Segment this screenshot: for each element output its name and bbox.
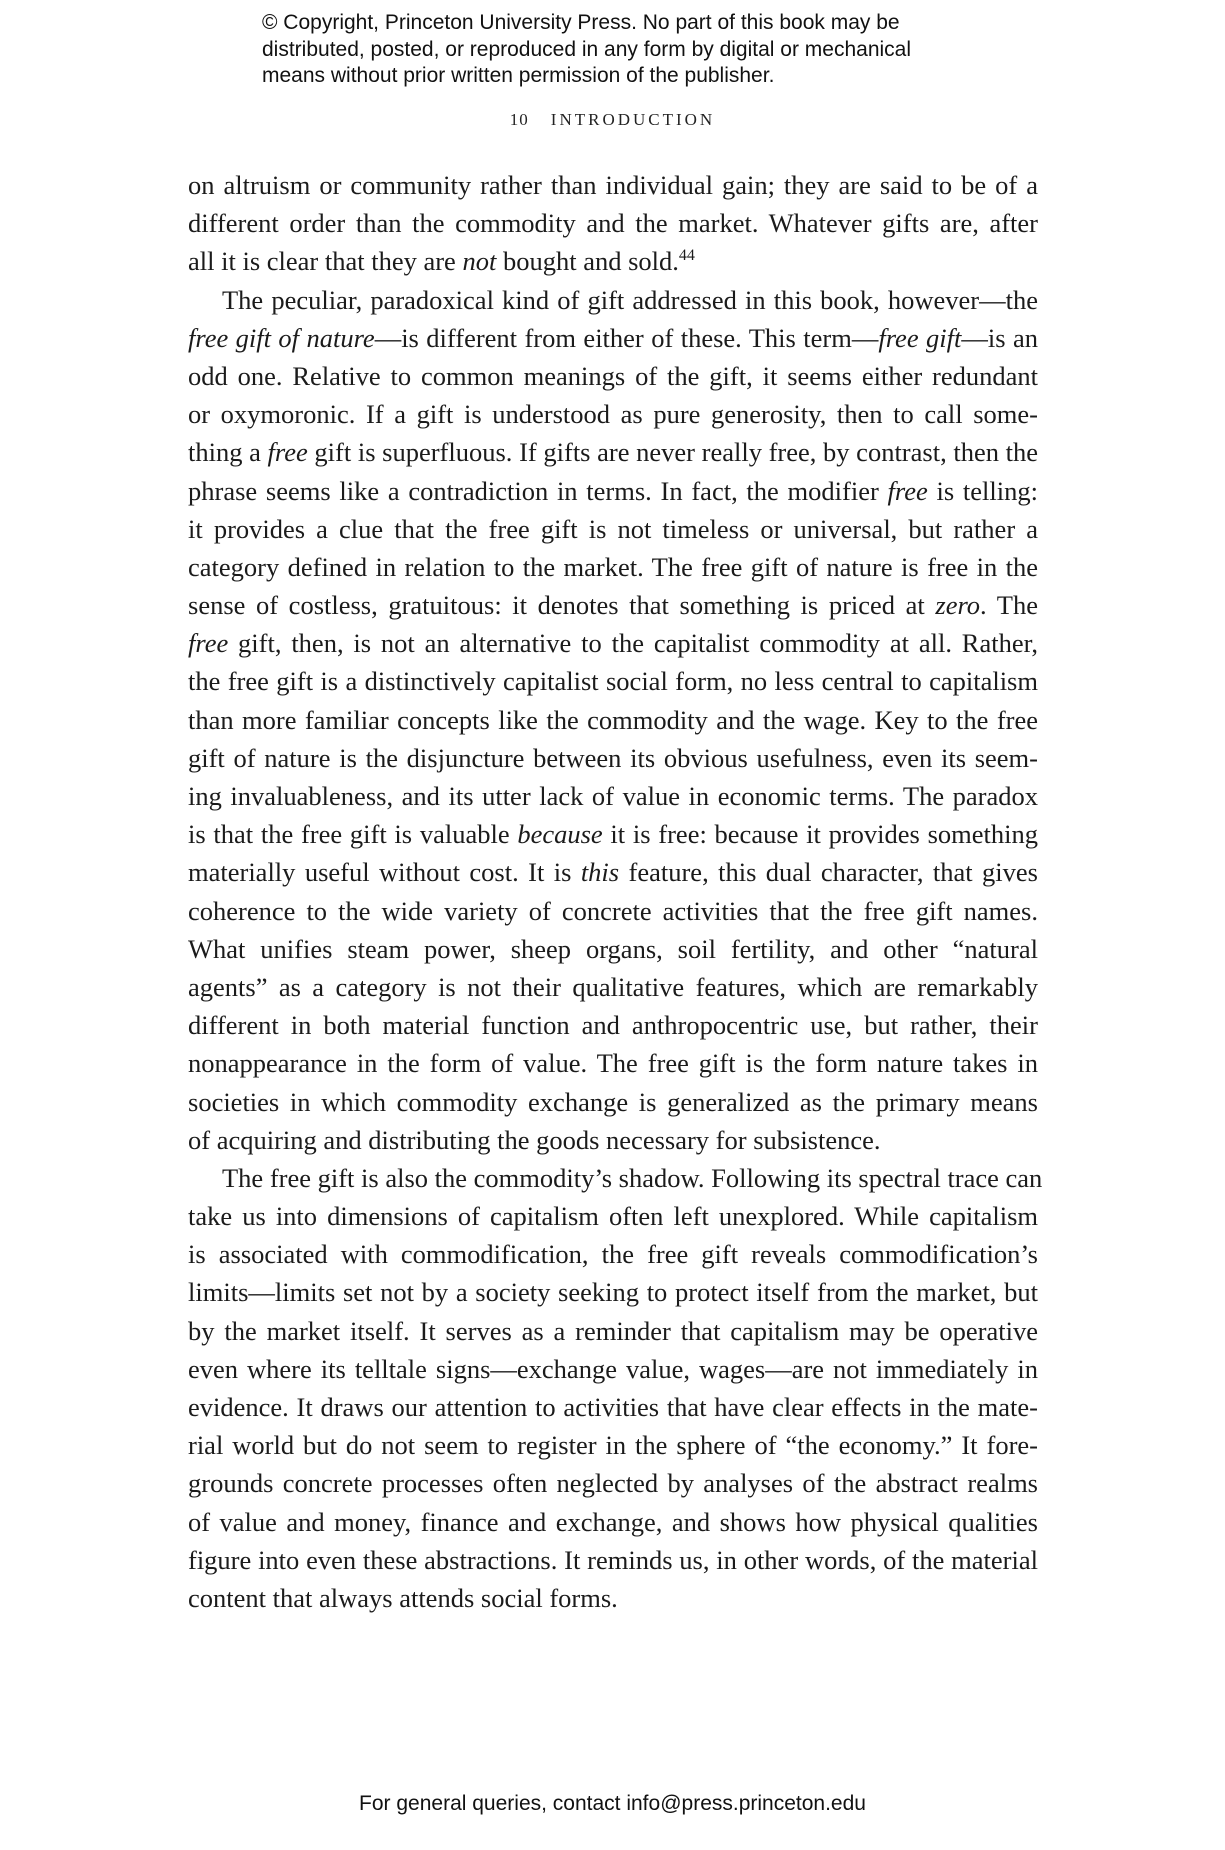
- text-run: nonappearance in the form of value. The free gift is the form nature takes in: [188, 1048, 1038, 1079]
- text-line: [188, 281, 1038, 319]
- text-run: agents” as a category is not their qualitative features, which are remarkably: [188, 971, 1038, 1002]
- text-run: —is different from either of these. This term—: [374, 322, 879, 353]
- text-line: [188, 1312, 1038, 1350]
- text-line: [188, 1579, 1038, 1617]
- italic-text: free gift: [878, 322, 962, 353]
- copyright-notice: [262, 10, 982, 90]
- text-line: [188, 1273, 1038, 1311]
- text-line: [188, 930, 1038, 968]
- text-run: even where its telltale signs—exchange value, wages—are not immediately in: [188, 1353, 1038, 1384]
- text-run: The free gift is also the commodity’s shadow. Following its spectral trace can: [222, 1162, 1043, 1193]
- text-line: [188, 433, 1038, 471]
- text-run: it is free: because it provides something: [602, 819, 1039, 850]
- text-run: The peculiar, paradoxical kind of gift addressed in this book, however—the: [222, 284, 1038, 315]
- chapter-title: INTRODUCTION: [550, 110, 716, 129]
- text-run: sense of costless, gratuitous: it denotes that something is priced at: [188, 590, 936, 621]
- text-line: [188, 968, 1038, 1006]
- text-line: [188, 892, 1038, 930]
- italic-text: zero: [935, 590, 981, 621]
- text-run: feature, this dual character, that gives: [619, 857, 1038, 888]
- text-run: category defined in relation to the market. The free gift of nature is free in the: [188, 551, 1038, 582]
- text-line: [188, 739, 1038, 777]
- copyright-line: distributed, posted, or reproduced in any form by digital or mechanical: [262, 37, 912, 61]
- text-line: [188, 357, 1038, 395]
- text-line: [188, 1503, 1038, 1541]
- text-run: gift, then, is not an alternative to the capitalist commodity at all. Rather,: [228, 628, 1038, 659]
- italic-text: free: [267, 437, 308, 468]
- text-line: [188, 1044, 1038, 1082]
- text-run: take us into dimensions of capitalism often left unexplored. While capitalism: [188, 1201, 1038, 1232]
- text-run: thing a: [188, 437, 268, 468]
- text-line: [188, 777, 1038, 815]
- text-line: [188, 204, 1038, 242]
- text-run: gift of nature is the disjuncture between its obvious usefulness, even its seem-: [188, 742, 1038, 773]
- text-line: [188, 548, 1038, 586]
- text-run: limits—limits set not by a society seeking to protect itself from the market, but: [188, 1277, 1038, 1308]
- text-line: [188, 1083, 1038, 1121]
- text-line: [188, 701, 1038, 739]
- text-line: [188, 662, 1038, 700]
- text-line: [188, 166, 1038, 204]
- text-line: [188, 586, 1038, 624]
- text-run: on altruism or community rather than individual gain; they are said to be of a: [188, 170, 1038, 200]
- text-line: [188, 472, 1038, 510]
- text-run: ing invaluableness, and its utter lack of value in economic terms. The paradox: [188, 781, 1038, 811]
- text-run: different order than the commodity and the market. Whatever gifts are, after: [188, 208, 1038, 239]
- text-run: grounds concrete processes often neglected by analyses of the abstract realms: [188, 1468, 1038, 1499]
- text-run: materially useful without cost. It is: [188, 857, 581, 888]
- text-line: [188, 1159, 1043, 1197]
- text-line: [188, 1350, 1038, 1388]
- running-head: [0, 110, 1225, 130]
- text-run: What unifies steam power, sheep organs, soil fertility, and other “natural: [188, 933, 1038, 964]
- text-run: different in both material function and anthropocentric use, but rather, their: [188, 1010, 1038, 1041]
- body-text: [188, 166, 1043, 1617]
- text-run: coherence to the wide variety of concrete activities that the free gift names.: [188, 895, 1038, 926]
- text-run: it provides a clue that the free gift is not timeless or universal, but rather a: [188, 513, 1038, 544]
- text-line: [188, 395, 1038, 433]
- text-run: odd one. Relative to common meanings of the gift, it seems either redundant: [188, 360, 1038, 391]
- italic-text: free gift of nature: [188, 322, 375, 353]
- italic-text: free: [887, 475, 928, 506]
- text-line: [188, 1006, 1038, 1044]
- text-line: [188, 1121, 1038, 1159]
- text-run: than more familiar concepts like the commodity and the wage. Key to the free: [188, 704, 1038, 735]
- text-run: evidence. It draws our attention to activities that have clear effects in the mate-: [188, 1392, 1038, 1422]
- text-run: the free gift is a distinctively capitalist social form, no less central to capitalism: [188, 666, 1038, 697]
- text-run: of acquiring and distributing the goods necessary for subsistence.: [188, 1124, 881, 1155]
- text-run: figure into even these abstractions. It reminds us, in other words, of the material: [188, 1544, 1038, 1575]
- text-run: by the market itself. It serves as a reminder that capitalism may be operative: [188, 1315, 1038, 1346]
- footnote-marker[interactable]: 44: [678, 247, 695, 265]
- contact-footer: For general queries, contact info@press.princeton.edu: [359, 1792, 866, 1815]
- italic-text: this: [580, 857, 620, 888]
- text-line: [188, 1426, 1038, 1464]
- text-run: of value and money, finance and exchange, and shows how physical qualities: [188, 1506, 1038, 1537]
- text-line: [188, 853, 1038, 891]
- text-line: [188, 510, 1038, 548]
- italic-text: free: [188, 628, 229, 659]
- text-run: or oxymoronic. If a gift is understood as pure generosity, then to call some-: [188, 399, 1038, 430]
- text-line: [188, 1388, 1038, 1426]
- text-run: —is an: [961, 322, 1038, 353]
- page-number: 10: [509, 110, 529, 129]
- text-line: [188, 1197, 1038, 1235]
- text-line: [188, 1235, 1038, 1273]
- text-run: all it is clear that they are: [188, 246, 463, 277]
- text-line: [188, 624, 1038, 662]
- italic-text: not: [462, 246, 497, 277]
- text-line: [188, 1464, 1038, 1502]
- text-line: [188, 815, 1038, 853]
- copyright-line: © Copyright, Princeton University Press. No part of this book may be: [262, 11, 900, 34]
- copyright-line: means without prior written permission of the publisher.: [262, 64, 775, 87]
- text-run: is associated with commodification, the free gift reveals commodification’s: [188, 1239, 1038, 1270]
- italic-text: because: [517, 819, 603, 850]
- text-run: phrase seems like a contradiction in terms. In fact, the modifier: [188, 475, 888, 506]
- text-run: is telling:: [927, 475, 1038, 506]
- text-run: gift is superfluous. If gifts are never really free, by contrast, then the: [307, 437, 1038, 468]
- text-run: societies in which commodity exchange is generalized as the primary means: [188, 1086, 1038, 1117]
- text-line: [188, 242, 1038, 280]
- text-run: bought and sold.: [496, 246, 679, 277]
- text-line: [188, 319, 1038, 357]
- text-run: content that always attends social forms.: [188, 1582, 618, 1613]
- text-run: is that the free gift is valuable: [188, 819, 518, 850]
- text-run: rial world but do not seem to register in the sphere of “the economy.” It fore-: [188, 1430, 1038, 1461]
- text-line: [188, 1541, 1038, 1579]
- text-run: . The: [980, 590, 1038, 621]
